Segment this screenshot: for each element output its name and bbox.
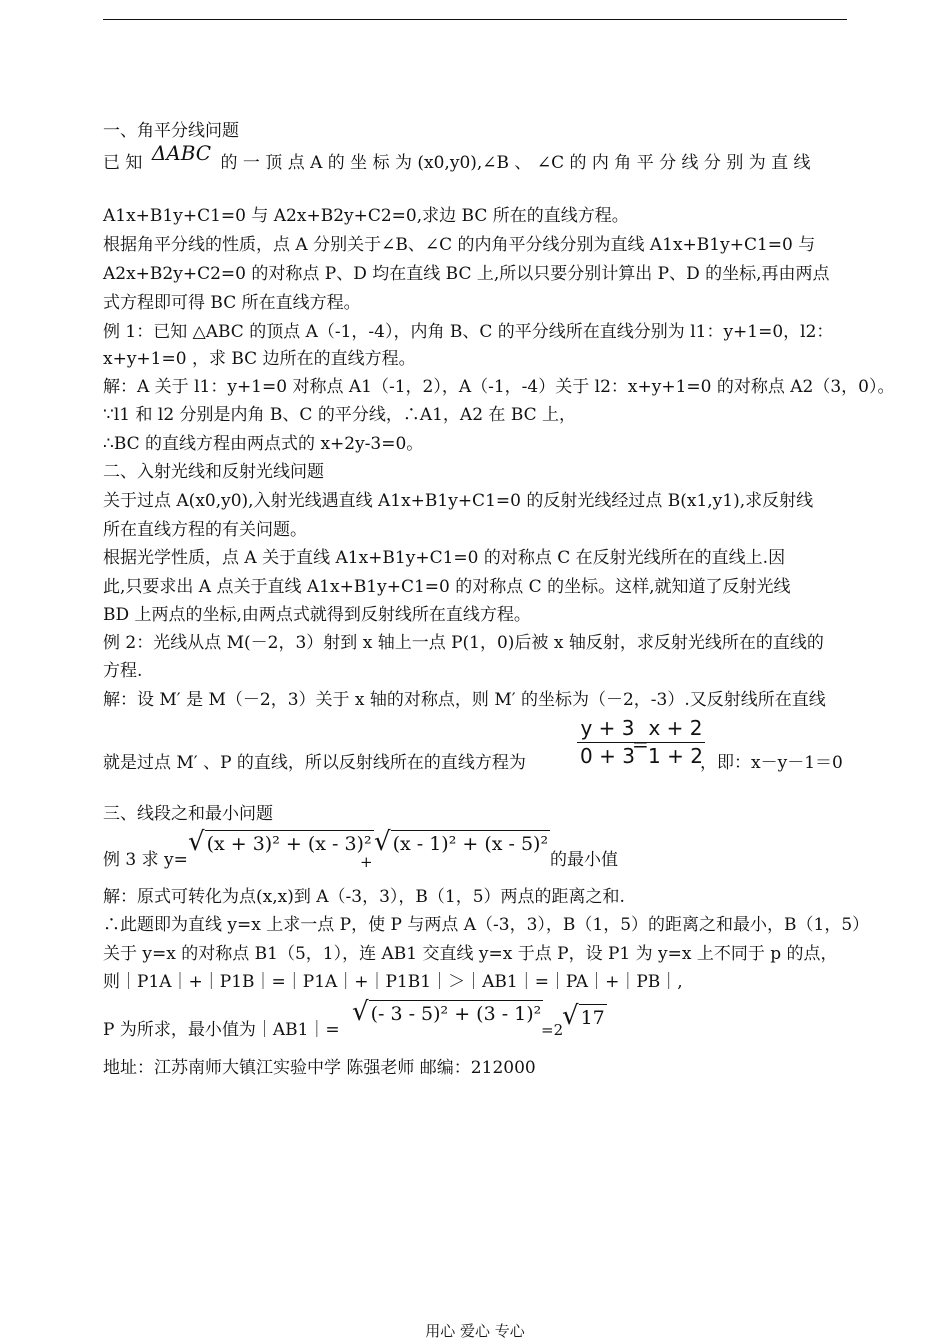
- section2-title: 二、入射光线和反射光线问题: [103, 462, 324, 482]
- header-rule: [103, 19, 847, 20]
- fraction-equals: =: [632, 732, 649, 756]
- fraction-right-numerator: x + 2: [645, 716, 705, 743]
- sqrt-expression-3: [352, 997, 543, 1027]
- solution3-line2: ∴此题即为直线 y=x 上求一点 P，使 P 与两点 A（-3，3），B（1，5）的距离之和最小，B（1，5）: [103, 915, 870, 935]
- s1-method-line3: 式方程即可得 BC 所在直线方程。: [103, 293, 361, 313]
- example2-line2: 方程.: [103, 661, 143, 681]
- fraction-right: [645, 716, 706, 769]
- s2-method-line3: BD 上两点的坐标,由两点式就得到反射线所在直线方程。: [103, 605, 531, 625]
- solution2-line1: 解：设 M′ 是 M（－2，3）关于 x 轴的对称点，则 M′ 的坐标为（－2，-3）.又反射线所在直线: [103, 690, 826, 710]
- example3-prefix: 例 3 求 y=: [103, 850, 188, 870]
- s2-problem-line2: 所在直线方程的有关问题。: [103, 520, 307, 540]
- fraction-left-numerator: y + 3: [577, 716, 637, 743]
- radical-sign-icon: √: [352, 997, 369, 1027]
- sqrt2-radicand: (x - 1)² + (x - 5)²: [391, 830, 551, 855]
- s1-problem-line1: [103, 141, 847, 174]
- s2-problem-line1: 关于过点 A(x0,y0),入射光线遇直线 A1x+B1y+C1=0 的反射光线经过点 B(x1,y1),求反射线: [103, 491, 814, 511]
- s1-problem-line2: A1x+B1y+C1=0 与 A2x+B2y+C2=0,求边 BC 所在的直线方程。: [103, 206, 629, 226]
- solution3-line4: 则｜P1A｜+｜P1B｜=｜P1A｜+｜P1B1｜＞｜AB1｜=｜PA｜+｜PB｜,: [103, 972, 683, 992]
- radical-sign-icon: √: [374, 827, 391, 857]
- s1-problem-rest: 的 一 顶 点 A 的 坐 标 为 (x0,y0),∠B 、 ∠C 的 内 角 平 分 线 分 别 为 直 线: [220, 153, 811, 173]
- example3-suffix: 的最小值: [550, 850, 618, 870]
- solution1-line1: 解：A 关于 l1：y+1=0 对称点 A1（-1，2），A（-1，-4）关于 l2：x+y+1=0 的对称点 A2（3，0）。: [103, 377, 895, 397]
- s2-method-line2: 此,只要求出 A 点关于直线 A1x+B1y+C1=0 的对称点 C 的坐标。这样,就知道了反射光线: [103, 577, 791, 597]
- section3-title: 三、线段之和最小问题: [103, 804, 273, 824]
- radical-sign-icon: √: [562, 1001, 579, 1031]
- solution3-line3: 关于 y=x 的对称点 B1（5，1），连 AB1 交直线 y=x 于点 P，设 P1 为 y=x 上不同于 p 的点，: [103, 944, 838, 964]
- solution3-equals-two: =2: [541, 1021, 564, 1039]
- address-line: 地址：江苏南师大镇江实验中学 陈强老师 邮编：212000: [103, 1058, 536, 1078]
- example1-line1: 例 1：已知 △ABC 的顶点 A（-1，-4），内角 B、C 的平分线所在直线分别为 l1：y+1=0，l2：: [103, 322, 834, 342]
- example2-line1: 例 2：光线从点 M(－2，3）射到 x 轴上一点 P(1，0)后被 x 轴反射，求反射光线所在的直线的: [103, 633, 824, 653]
- plus-sign: +: [360, 853, 373, 871]
- s1-method-line1: 根据角平分线的性质，点 A 分别关于∠B、∠C 的内角平分线分别为直线 A1x+B1y+C1=0 与: [103, 235, 816, 255]
- solution1-line3: ∴BC 的直线方程由两点式的 x+2y-3=0。: [103, 434, 424, 454]
- fraction-right-denominator: 1 + 2: [648, 744, 703, 768]
- example1-line2: x+y+1=0 ，求 BC 边所在的直线方程。: [103, 349, 416, 369]
- sqrt-expression-2: [374, 827, 550, 857]
- s1-method-line2: A2x+B2y+C2=0 的对称点 P、D 均在直线 BC 上,所以只要分别计算出 P、D 的坐标,再由两点: [103, 264, 830, 284]
- sqrt4-radicand: 17: [579, 1004, 607, 1029]
- s1-prefix: 已 知: [103, 153, 143, 173]
- fraction-left-denominator: 0 + 3: [580, 744, 635, 768]
- s2-method-line1: 根据光学性质，点 A 关于直线 A1x+B1y+C1=0 的对称点 C 在反射光线所在的直线上.因: [103, 548, 786, 568]
- solution3-line5-prefix: P 为所求，最小值为｜AB1｜=: [103, 1020, 340, 1040]
- sqrt-expression-1: [188, 827, 374, 857]
- solution1-line2: ∵l1 和 l2 分别是内角 B、C 的平分线，∴A1，A2 在 BC 上，: [103, 405, 577, 425]
- sqrt-expression-4: [562, 1001, 607, 1031]
- section1-title: 一、角平分线问题: [103, 121, 239, 141]
- solution2-line2-suffix: ，即：x－y－1＝0: [700, 753, 843, 773]
- radical-sign-icon: √: [188, 827, 205, 857]
- sqrt1-radicand: (x + 3)² + (x - 3)²: [205, 830, 374, 855]
- fraction-left: [577, 716, 638, 769]
- solution2-line2-prefix: 就是过点 M′ 、P 的直线，所以反射线所在的直线方程为: [103, 753, 526, 773]
- page-footer: 用心 爱心 专心: [425, 1322, 525, 1340]
- solution3-line1: 解：原式可转化为点(x,x)到 A（-3，3），B（1，5）两点的距离之和.: [103, 887, 625, 907]
- triangle-abc: ΔABC: [151, 141, 212, 165]
- sqrt3-radicand: (- 3 - 5)² + (3 - 1)²: [369, 1000, 544, 1025]
